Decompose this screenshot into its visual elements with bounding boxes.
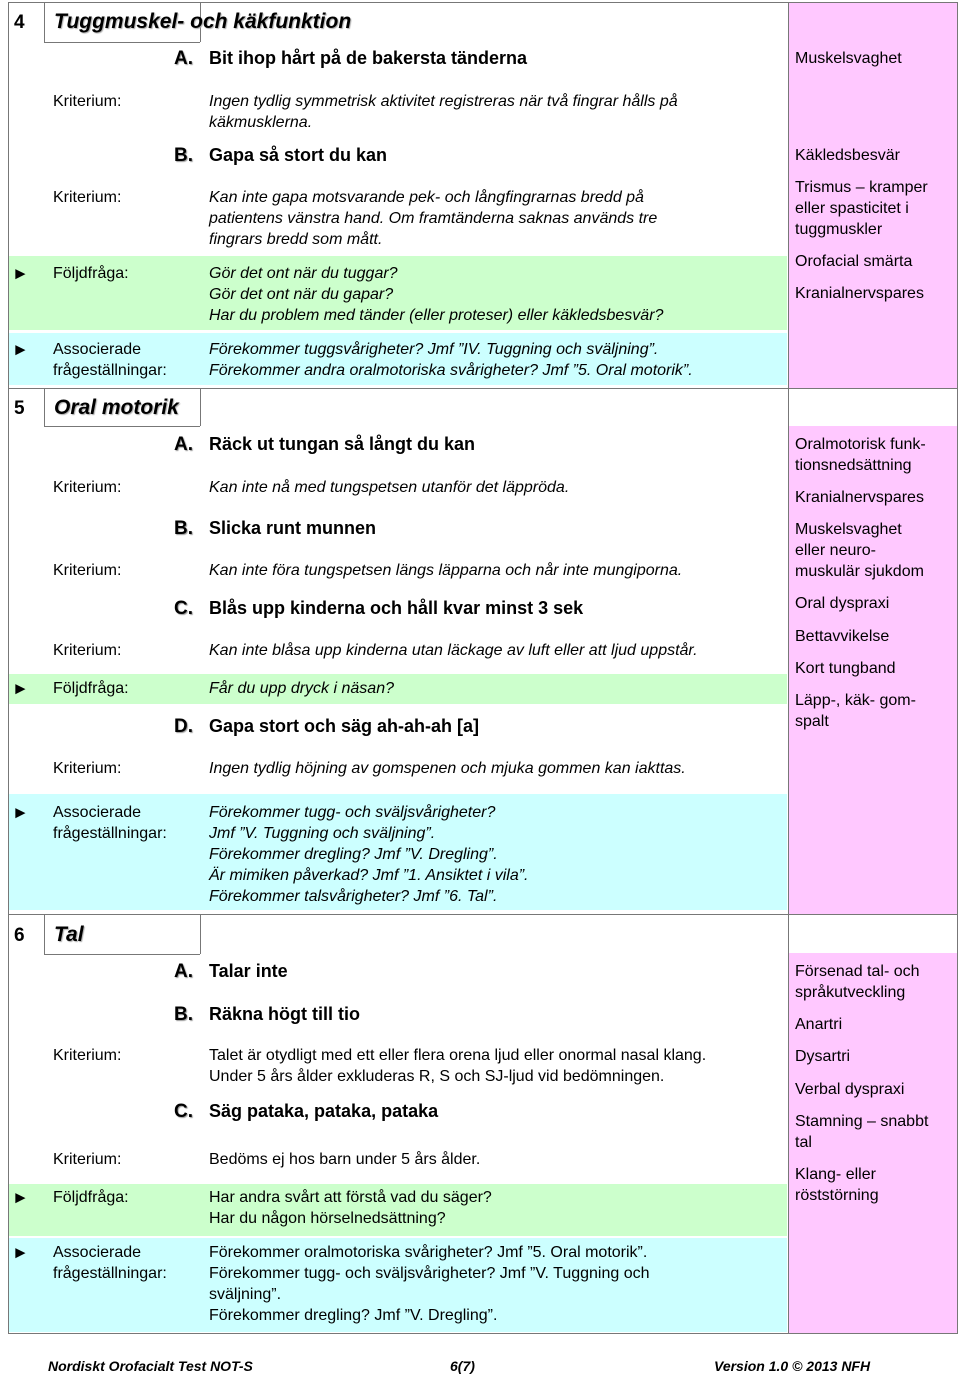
task-title: Gapa så stort du kan (209, 145, 388, 165)
followup-text: Gör det ont när du tuggar? Gör det ont när du gapar? Har du problem med tänder (eller proteser) eller käkledsbesvär? (209, 265, 664, 324)
side-note: Stamning – snabbt tal (795, 1113, 929, 1151)
side-note: Kranialnervspares (795, 285, 924, 302)
side-note: Trismus – kramper eller spasticitet i tuggmuskler (795, 179, 928, 238)
task-title: Talar inte (209, 961, 288, 981)
task-letter: B. (174, 1004, 193, 1025)
section-title: Tal (54, 923, 84, 946)
task-letter: B. (174, 145, 193, 166)
followup-label: Följdfråga: (53, 680, 129, 697)
side-note: Kort tungband (795, 660, 896, 677)
assoc-label: Associerade frågeställningar: (53, 804, 167, 842)
side-note: Läpp-, käk- gom- spalt (795, 692, 916, 730)
criterion-label: Kriterium: (53, 1151, 122, 1168)
side-note: Orofacial smärta (795, 253, 913, 270)
assoc-text: Förekommer oralmotoriska svårigheter? Jmf ”5. Oral motorik”. Förekommer tugg- och sväljsvårigheter? Jmf ”V. Tuggning och sväljning”. Förekommer dregling? Jmf ”V. Dregling”. (209, 1244, 650, 1324)
side-note: Muskelsvaghet eller neuro- muskulär sjukdom (795, 521, 924, 580)
task-title: Slicka runt munnen (209, 518, 377, 538)
task-letter: B. (174, 518, 193, 539)
side-note: Bettavvikelse (795, 628, 890, 645)
task-title: Bit ihop hårt på de bakersta tänderna (209, 48, 528, 68)
section-title: Oral motorik (54, 396, 179, 419)
criterion-text: Kan inte nå med tungspetsen utanför det läppröda. (209, 479, 570, 496)
criterion-label: Kriterium: (53, 1047, 122, 1064)
number-column-divider-s6 (44, 914, 45, 954)
section-6-header-bottom (44, 954, 200, 955)
task-letter: A. (174, 961, 193, 982)
followup-label: Följdfråga: (53, 265, 129, 282)
title-column-divider-s5 (200, 388, 201, 426)
task-title: Räkna högt till tio (209, 1004, 360, 1024)
criterion-text: Ingen tydlig symmetrisk aktivitet registreras när två fingrar hålls på käkmusklerna. (209, 93, 678, 131)
side-note: Försenad tal- och språkutveckling (795, 963, 920, 1001)
arrow-icon: ► (12, 1188, 29, 1207)
criterion-text: Ingen tydlig höjning av gomspenen och mjuka gommen kan iakttas. (209, 760, 686, 777)
section-4-header-bottom (44, 42, 200, 43)
section-number: 6 (14, 925, 25, 946)
followup-label: Följdfråga: (53, 1189, 129, 1206)
task-title: Säg pataka, pataka, pataka (209, 1101, 439, 1121)
footer-page-number: 6(7) (450, 1358, 475, 1374)
title-column-divider-s6 (200, 914, 201, 954)
criterion-label: Kriterium: (53, 562, 122, 579)
criterion-label: Kriterium: (53, 93, 122, 110)
side-column-divider (788, 2, 789, 1334)
criterion-text: Bedöms ej hos barn under 5 års ålder. (209, 1151, 481, 1168)
number-column-divider-s5 (44, 388, 45, 426)
section-number: 4 (14, 12, 25, 33)
followup-text: Får du upp dryck i näsan? (209, 680, 394, 697)
section-5-bottom (8, 914, 958, 915)
assoc-label: Associerade frågeställningar: (53, 1244, 167, 1282)
arrow-icon: ► (12, 679, 29, 698)
task-letter: A. (174, 434, 193, 455)
side-note: Muskelsvaghet (795, 50, 902, 67)
task-letter: C. (174, 1101, 193, 1122)
arrow-icon: ► (12, 340, 29, 359)
assoc-label: Associerade frågeställningar: (53, 341, 167, 379)
arrow-icon: ► (12, 1243, 29, 1262)
task-title: Blås upp kinderna och håll kvar minst 3 sek (209, 598, 584, 618)
task-letter: A. (174, 48, 193, 69)
footer-version: Version 1.0 © 2013 NFH (714, 1358, 871, 1374)
task-letter: D. (174, 716, 193, 737)
table-top-border (8, 2, 958, 3)
footer-title: Nordiskt Orofacialt Test NOT-S (48, 1358, 253, 1374)
side-note: Kranialnervspares (795, 489, 924, 506)
arrow-icon: ► (12, 264, 29, 283)
criterion-text: Kan inte föra tungspetsen längs läpparna och når inte mungiporna. (209, 562, 683, 579)
criterion-text: Talet är otydligt med ett eller flera orena ljud eller onormal nasal klang. Under 5 års ålder exkluderas R, S och SJ-ljud vid bedömningen. (209, 1047, 707, 1085)
table-left-border (8, 2, 9, 1334)
assoc-text: Förekommer tugg- och sväljsvårigheter? Jmf ”V. Tuggning och sväljning”. Förekommer dregling? Jmf ”V. Dregling”. Är mimiken påverkad? Jmf ”1. Ansiktet i vila”. Förekommer talsvårigheter? Jmf ”6. Tal”. (209, 804, 529, 905)
section-5-header-bottom (44, 426, 200, 427)
criterion-label: Kriterium: (53, 479, 122, 496)
criterion-label: Kriterium: (53, 189, 122, 206)
assoc-text: Förekommer tuggsvårigheter? Jmf ”IV. Tuggning och sväljning”. Förekommer andra oralmotoriska svårigheter? Jmf ”5. Oral motorik”. (209, 341, 693, 379)
criterion-label: Kriterium: (53, 642, 122, 659)
side-note: Anartri (795, 1016, 843, 1033)
side-note: Käkledsbesvär (795, 147, 900, 164)
followup-text: Har andra svårt att förstå vad du säger? Har du någon hörselnedsättning? (209, 1189, 492, 1227)
section-number: 5 (14, 398, 25, 419)
side-note: Verbal dyspraxi (795, 1081, 905, 1098)
criterion-text: Kan inte gapa motsvarande pek- och långfingrarnas bredd på patientens vänstra hand. Om framtänderna saknas används tre fingrars bredd som mått. (209, 189, 658, 248)
side-note: Dysartri (795, 1048, 851, 1065)
arrow-icon: ► (12, 803, 29, 822)
criterion-text: Kan inte blåsa upp kinderna utan läckage av luft eller att ljud uppstår. (209, 642, 698, 659)
side-note: Klang- eller röststörning (795, 1166, 879, 1204)
table-bottom-border (8, 1333, 958, 1334)
side-note: Oralmotorisk funk- tionsnedsättning (795, 436, 926, 474)
number-column-divider-s4 (44, 2, 45, 42)
section-4-bottom (8, 388, 958, 389)
task-title: Räck ut tungan så långt du kan (209, 434, 476, 454)
criterion-label: Kriterium: (53, 760, 122, 777)
section-title: Tuggmuskel- och käkfunktion (54, 10, 352, 33)
task-title: Gapa stort och säg ah-ah-ah [a] (209, 716, 480, 736)
task-letter: C. (174, 598, 193, 619)
table-right-border (957, 2, 958, 1334)
side-note: Oral dyspraxi (795, 595, 890, 612)
